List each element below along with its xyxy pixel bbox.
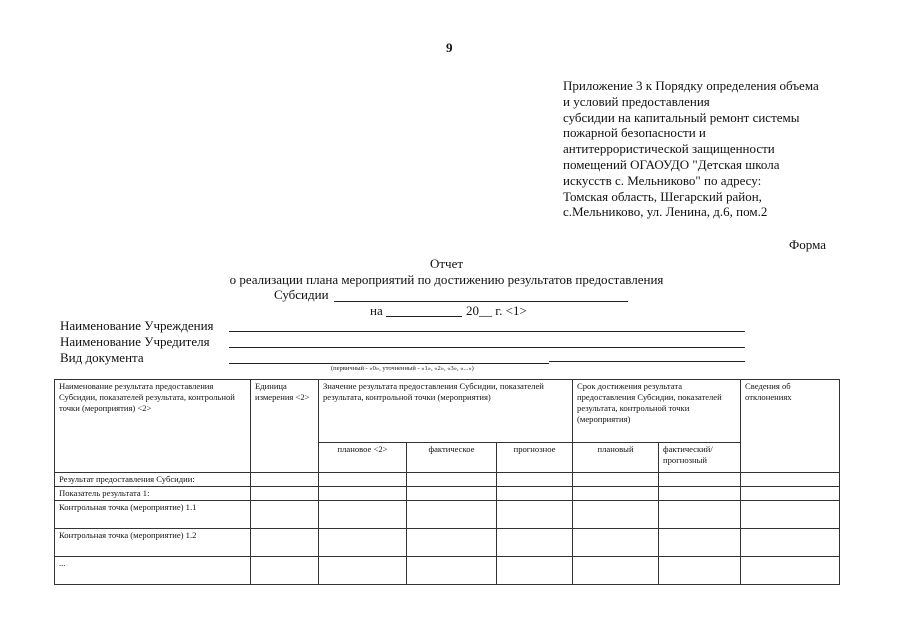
table-cell[interactable] <box>319 501 407 529</box>
appendix-line: антитеррористической защищенности <box>563 141 775 157</box>
row-label: ... <box>55 557 251 585</box>
table-cell[interactable] <box>659 487 741 501</box>
subsidy-field[interactable] <box>334 301 628 302</box>
row-label: Показатель результата 1: <box>55 487 251 501</box>
table-row <box>55 473 840 487</box>
header-deviations: Сведения об отклонениях <box>741 380 840 473</box>
header-value: Значение результата предоставления Субсидии, показателей результата, контрольной точки (мероприятия) <box>319 380 573 443</box>
table-cell[interactable] <box>251 487 319 501</box>
table-cell[interactable] <box>659 501 741 529</box>
subheader-deadline-planned: плановый <box>573 443 659 473</box>
subheader-forecast: прогнозное <box>497 443 573 473</box>
report-title: Отчет <box>429 256 464 271</box>
date-prefix: на <box>370 303 383 318</box>
table-cell[interactable] <box>407 487 497 501</box>
table-cell[interactable] <box>319 487 407 501</box>
page-number: 9 <box>446 40 453 55</box>
table-cell[interactable] <box>497 529 573 557</box>
header-unit: Единица измерения <2> <box>251 380 319 473</box>
table-cell[interactable] <box>407 501 497 529</box>
table-row <box>55 557 840 585</box>
table-cell[interactable] <box>573 473 659 487</box>
table-cell[interactable] <box>251 557 319 585</box>
table-cell[interactable] <box>497 473 573 487</box>
table-cell[interactable] <box>741 473 840 487</box>
founder-label: Наименование Учредителя <box>60 334 210 349</box>
doc-type-label: Вид документа <box>60 350 144 365</box>
row-label: Результат предоставления Субсидии: <box>55 473 251 487</box>
subsidy-label: Субсидии <box>274 287 329 302</box>
table-cell[interactable] <box>319 473 407 487</box>
table-cell[interactable] <box>319 557 407 585</box>
appendix-line: с.Мельниково, ул. Ленина, д.6, пом.2 <box>563 204 768 220</box>
doc-type-note: (первичный - «0», уточненный - «1», «2», «3», «...») <box>331 365 474 372</box>
table-cell[interactable] <box>497 557 573 585</box>
founder-field[interactable] <box>229 347 745 348</box>
appendix-line: помещений ОГАОУДО "Детская школа <box>563 156 780 172</box>
date-field[interactable] <box>386 316 462 317</box>
table-cell[interactable] <box>251 501 319 529</box>
subheader-actual: фактическое <box>407 443 497 473</box>
row-label: Контрольная точка (мероприятие) 1.1 <box>55 501 251 529</box>
header-name: Наименование результата предоставления Субсидии, показателей результата, контрольной точки (мероприятия) <2> <box>55 380 251 473</box>
table-cell[interactable] <box>497 487 573 501</box>
appendix-line: Приложение 3 к Порядку определения объема <box>563 78 819 93</box>
table-cell[interactable] <box>573 557 659 585</box>
table-cell[interactable] <box>741 557 840 585</box>
subheader-planned: плановое <2> <box>319 443 407 473</box>
table-cell[interactable] <box>407 557 497 585</box>
table-cell[interactable] <box>251 529 319 557</box>
report-table <box>54 379 840 585</box>
table-cell[interactable] <box>497 501 573 529</box>
report-subtitle: о реализации плана мероприятий по достижению результатов предоставления <box>229 272 664 287</box>
doc-type-field[interactable] <box>229 363 549 364</box>
appendix-line: субсидии на капитальный ремонт системы <box>563 109 800 125</box>
header-deadline: Срок достижения результата предоставления Субсидии, показателей результата, контрольной точки (мероприятия) <box>573 380 741 443</box>
appendix-line: пожарной безопасности и <box>563 125 706 141</box>
table-cell[interactable] <box>741 487 840 501</box>
table-cell[interactable] <box>573 501 659 529</box>
table-cell[interactable] <box>573 487 659 501</box>
form-label: Форма <box>789 237 826 252</box>
table-cell[interactable] <box>407 473 497 487</box>
table-cell[interactable] <box>319 529 407 557</box>
institution-label: Наименование Учреждения <box>60 318 214 333</box>
appendix-line: искусств с. Мельниково" по адресу: <box>563 172 762 188</box>
appendix-line: Томская область, Шегарский район, <box>563 188 762 204</box>
table-cell[interactable] <box>741 501 840 529</box>
date-year: 20__ г. <1> <box>466 303 527 318</box>
institution-field[interactable] <box>229 331 745 332</box>
doc-type-field-extension[interactable] <box>549 361 745 362</box>
table-cell[interactable] <box>407 529 497 557</box>
table-cell[interactable] <box>741 529 840 557</box>
table-cell[interactable] <box>659 529 741 557</box>
appendix-header <box>563 78 863 220</box>
table-cell[interactable] <box>573 529 659 557</box>
table-cell[interactable] <box>659 557 741 585</box>
table-row <box>55 487 840 501</box>
table-row <box>55 529 840 557</box>
row-label: Контрольная точка (мероприятие) 1.2 <box>55 529 251 557</box>
table-row <box>55 501 840 529</box>
subheader-deadline-actual: фактический/ прогнозный <box>659 443 741 473</box>
table-cell[interactable] <box>659 473 741 487</box>
table-cell[interactable] <box>251 473 319 487</box>
appendix-line: и условий предоставления <box>563 93 710 109</box>
